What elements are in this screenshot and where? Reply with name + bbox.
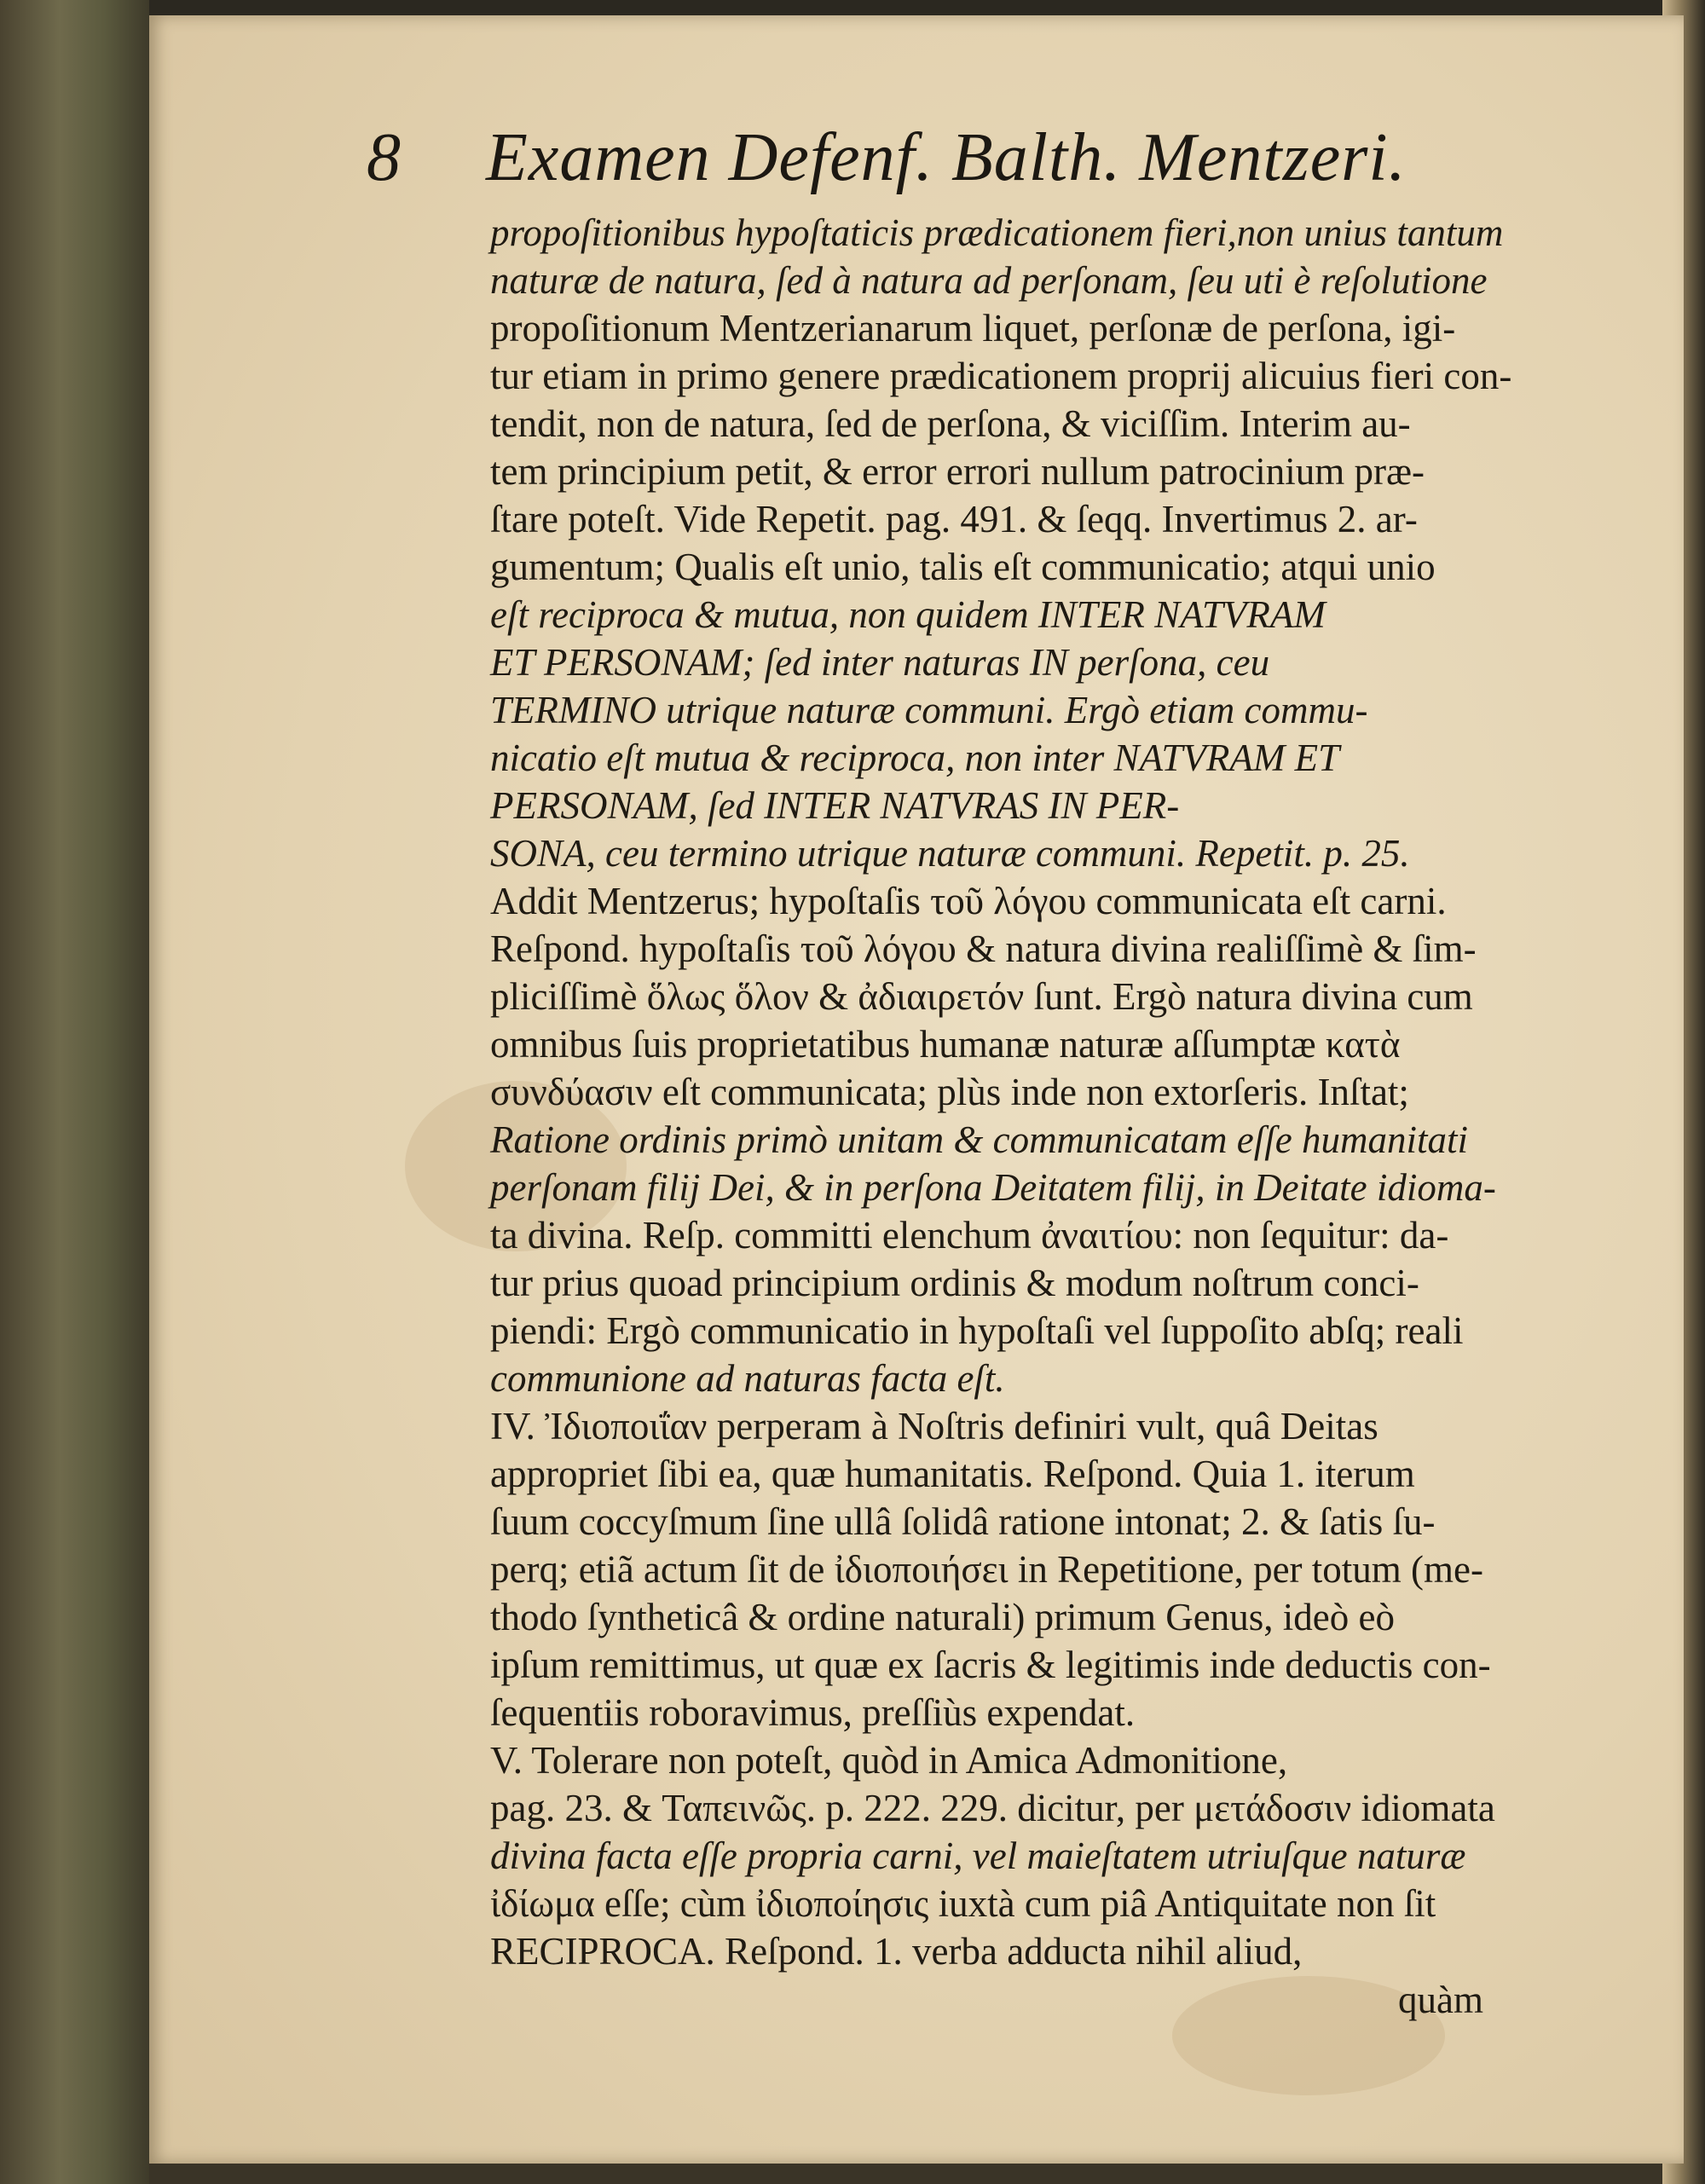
text-line: naturæ de natura, ſed à natura ad perſonam, ſeu uti è reſolutione bbox=[490, 259, 1488, 302]
text-line: tem principium petit, & error errori nullum patrocinium præ- bbox=[490, 450, 1425, 493]
text-line: TERMINO utrique naturæ communi. Ergò etiam commu- bbox=[490, 689, 1368, 731]
text-line: συνδύασιν eſt communicata; plùs inde non extorſeris. Inſtat; bbox=[490, 1071, 1409, 1113]
text-line: ſequentiis roboravimus, preſſiùs expendat. bbox=[490, 1691, 1136, 1734]
page-number: 8 bbox=[367, 120, 401, 195]
text-line: Ratione ordinis primò unitam & communicatam eſſe humanitati bbox=[490, 1118, 1468, 1161]
text-line: Addit Mentzerus; hypoſtaſis τοῦ λόγου communicata eſt carni. bbox=[490, 880, 1447, 922]
running-head bbox=[367, 119, 1466, 205]
text-line: thodo ſyntheticâ & ordine naturali) primum Genus, ideò eò bbox=[490, 1596, 1395, 1638]
text-line: gumentum; Qualis eſt unio, talis eſt communicatio; atqui unio bbox=[490, 546, 1436, 588]
text-line: pag. 23. & Ταπεινῶς. p. 222. 229. dicitur, per μετάδοσιν idiomata bbox=[490, 1787, 1495, 1829]
text-line: ta divina. Reſp. committi elenchum ἀναιτίου: non ſequitur: da- bbox=[490, 1214, 1449, 1257]
catchword: quàm bbox=[1398, 1979, 1483, 2021]
text-line: V. Tolerare non poteſt, quòd in Amica Admonitione, bbox=[490, 1739, 1288, 1782]
text-line: piendi: Ergò communicatio in hypoſtaſi vel ſuppoſito abſq; reali bbox=[490, 1309, 1464, 1352]
running-title: Examen Defenf. Balth. Mentzeri. bbox=[486, 120, 1407, 195]
text-line: tur etiam in primo genere prædicationem proprij alicuius fieri con- bbox=[490, 355, 1512, 397]
text-line: propoſitionum Mentzerianarum liquet, perſonæ de perſona, igi- bbox=[490, 307, 1456, 350]
text-line: propoſitionibus hypoſtaticis prædicationem fieri,non unius tantum bbox=[490, 211, 1504, 254]
text-line: tendit, non de natura, ſed de perſona, & viciſſim. Interim au- bbox=[490, 402, 1411, 445]
text-line: ET PERSONAM; ſed inter naturas IN perſona, ceu bbox=[490, 641, 1270, 684]
text-line: IV. Ἰδιοποιΐαν perperam à Noſtris definiri vult, quâ Deitas bbox=[490, 1405, 1378, 1447]
text-line: omnibus ſuis proprietatibus humanæ naturæ aſſumptæ κατὰ bbox=[490, 1023, 1401, 1066]
text-line: Reſpond. hypoſtaſis τοῦ λόγου & natura divina realiſſimè & ſim- bbox=[490, 927, 1477, 970]
text-line: RECIPROCA. Reſpond. 1. verba adducta nihil aliud, bbox=[490, 1930, 1303, 1973]
text-line: appropriet ſibi ea, quæ humanitatis. Reſpond. Quia 1. iterum bbox=[490, 1453, 1415, 1495]
book-fore-edge bbox=[0, 0, 149, 2184]
text-line: divina facta eſſe propria carni, vel maieſtatem utriuſque naturæ bbox=[490, 1834, 1466, 1877]
text-line: ἰδίωμα eſſe; cùm ἰδιοποίησις iuxtà cum piâ Antiquitate non ſit bbox=[490, 1882, 1436, 1925]
text-line: ſuum coccyſmum ſine ullâ ſolidâ ratione intonat; 2. & ſatis ſu- bbox=[490, 1500, 1436, 1543]
text-line: tur prius quoad principium ordinis & modum noſtrum conci- bbox=[490, 1262, 1419, 1304]
text-line: perq; etiã actum ſit de ἰδιοποιήσει in Repetitione, per totum (me- bbox=[490, 1548, 1483, 1591]
text-line: PERSONAM, ſed INTER NATVRAS IN PER- bbox=[490, 784, 1180, 827]
text-line: eſt reciproca & mutua, non quidem INTER NATVRAM bbox=[490, 593, 1326, 636]
body-text bbox=[490, 209, 1513, 1973]
text-line: perſonam filij Dei, & in perſona Deitatem filij, in Deitate idioma- bbox=[490, 1166, 1496, 1209]
text-line: ipſum remittimus, ut quæ ex ſacris & legitimis inde deductis con- bbox=[490, 1644, 1491, 1686]
text-line: ſtare poteſt. Vide Repetit. pag. 491. & ſeqq. Invertimus 2. ar- bbox=[490, 498, 1418, 540]
text-line: SONA, ceu termino utrique naturæ communi. Repetit. p. 25. bbox=[490, 832, 1410, 875]
text-line: communione ad naturas facta eſt. bbox=[490, 1357, 1005, 1400]
text-line: pliciſſimè ὅλως ὅλον & ἀδιαιρετόν ſunt. Ergò natura divina cum bbox=[490, 975, 1473, 1018]
text-line: nicatio eſt mutua & reciproca, non inter NATVRAM ET bbox=[490, 737, 1340, 779]
